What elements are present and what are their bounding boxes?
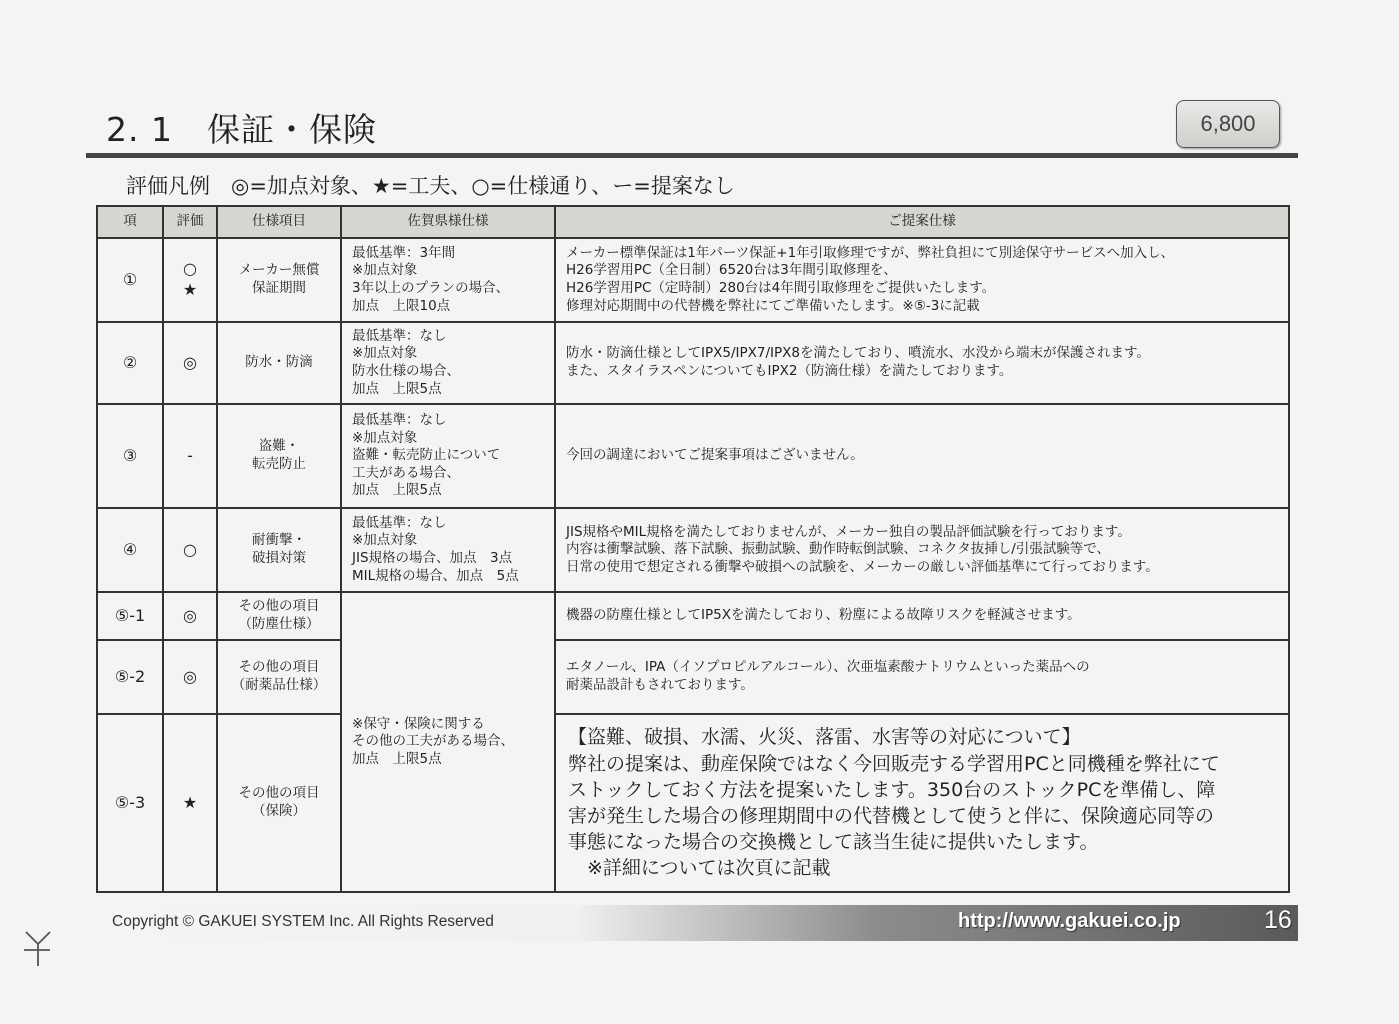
row-standard: 最低基準：なし ※加点対象 盗難・転売防止について 工夫がある場合、 加点 上限5点 — [341, 404, 555, 508]
row-item: 盗難・ 転売防止 — [217, 404, 341, 508]
row-number: ⑤-2 — [97, 640, 163, 714]
company-url-link[interactable]: http://www.gakuei.co.jp — [958, 910, 1181, 932]
footer-page-number: 16 — [1264, 906, 1292, 934]
row-proposal: 今回の調達においてご提案事項はございません。 — [555, 404, 1289, 508]
row-number: ③ — [97, 404, 163, 508]
row-item: メーカー無償 保証期間 — [217, 238, 341, 322]
table-row — [97, 640, 1289, 714]
table-row — [97, 404, 1289, 508]
row-evaluation: ★ — [163, 714, 217, 892]
page-title: 2. 1 保証・保険 — [106, 110, 377, 149]
shared-standard-5: ※保守・保険に関する その他の工夫がある場合、 加点 上限5点 — [341, 592, 555, 892]
row-number: ② — [97, 322, 163, 404]
header-item: 仕様項目 — [217, 206, 341, 238]
table-header-row — [97, 206, 1289, 238]
handwritten-page-note — [20, 928, 54, 970]
title-rule — [86, 153, 1298, 158]
row-item: その他の項目 （防塵仕様） — [217, 592, 341, 640]
row-evaluation: ◎ — [163, 322, 217, 404]
row-proposal: 機器の防塵仕様としてIP5Xを満たしており、粉塵による故障リスクを軽減させます。 — [555, 592, 1289, 640]
header-proposal: ご提案仕様 — [555, 206, 1289, 238]
row-proposal: 防水・防滴仕様としてIPX5/IPX7/IPX8を満たしており、噴流水、水没から端末が保護されます。 また、スタイラスペンについてもIPX2（防滴仕様）を満たしております。 — [555, 322, 1289, 404]
row-evaluation: ◎ — [163, 592, 217, 640]
row-evaluation: ○ ★ — [163, 238, 217, 322]
evaluation-legend: 評価凡例 ◎=加点対象、★=工夫、○=仕様通り、ー=提案なし — [126, 174, 735, 198]
row-evaluation: ◎ — [163, 640, 217, 714]
row-standard: 最低基準：なし ※加点対象 防水仕様の場合、 加点 上限5点 — [341, 322, 555, 404]
row-evaluation: ○ — [163, 508, 217, 592]
row-proposal: エタノール、IPA（イソプロピルアルコール）、次亜塩素酸ナトリウムといった薬品への 耐薬品設計もされております。 — [555, 640, 1289, 714]
table-row — [97, 592, 1289, 640]
row-number: ⑤-1 — [97, 592, 163, 640]
row-item: その他の項目 （耐薬品仕様） — [217, 640, 341, 714]
row-item: 防水・防滴 — [217, 322, 341, 404]
row-item: その他の項目 （保険） — [217, 714, 341, 892]
row-evaluation: - — [163, 404, 217, 508]
row-standard: 最低基準：3年間 ※加点対象 3年以上のプランの場合、 加点 上限10点 — [341, 238, 555, 322]
header-standard: 佐賀県様仕様 — [341, 206, 555, 238]
warranty-insurance-table — [96, 205, 1290, 893]
row-proposal: JIS規格やMIL規格を満たしておりませんが、メーカー独自の製品評価試験を行っております。 内容は衝撃試験、落下試験、振動試験、動作時転倒試験、コネクタ抜挿し/引張試験等で、 日常の使用で想定される衝撃や破損への試験を、メーカーの厳しい評価基準にて行っております。 — [555, 508, 1289, 592]
table-row — [97, 508, 1289, 592]
header-no: 項 — [97, 206, 163, 238]
table-row — [97, 714, 1289, 892]
row-standard: 最低基準：なし ※加点対象 JIS規格の場合、加点 3点 MIL規格の場合、加点 5点 — [341, 508, 555, 592]
row-proposal: 【盗難、破損、水濡、火災、落雷、水害等の対応について】 弊社の提案は、動産保険ではなく今回販売する学習用PCと同機種を弊社にて ストックしておく方法を提案いたします。350台のストックPCを準備し、障 害が発生した場合の修理期間中の代替機として使うと伴に、保険適応同等の 事態になった場合の交換機として該当生徒に提供いたします。 ※詳細については次頁に記載 — [555, 714, 1289, 892]
row-number: ④ — [97, 508, 163, 592]
row-item: 耐衝撃・ 破損対策 — [217, 508, 341, 592]
header-eval: 評価 — [163, 206, 217, 238]
row-number: ⑤-3 — [97, 714, 163, 892]
page-number-badge: 6,800 — [1176, 100, 1280, 148]
table-row — [97, 238, 1289, 322]
copyright-text: Copyright © GAKUEI SYSTEM Inc. All Rights Reserved — [112, 913, 494, 930]
table-row — [97, 322, 1289, 404]
row-proposal: メーカー標準保証は1年パーツ保証+1年引取修理ですが、弊社負担にて別途保守サービスへ加入し、 H26学習用PC（全日制）6520台は3年間引取修理を、 H26学習用PC（定時制）280台は4年間引取修理をご提供いたします。 修理対応期間中の代替機を弊社にてご準備いたします。※⑤-3に記載 — [555, 238, 1289, 322]
row-number: ① — [97, 238, 163, 322]
